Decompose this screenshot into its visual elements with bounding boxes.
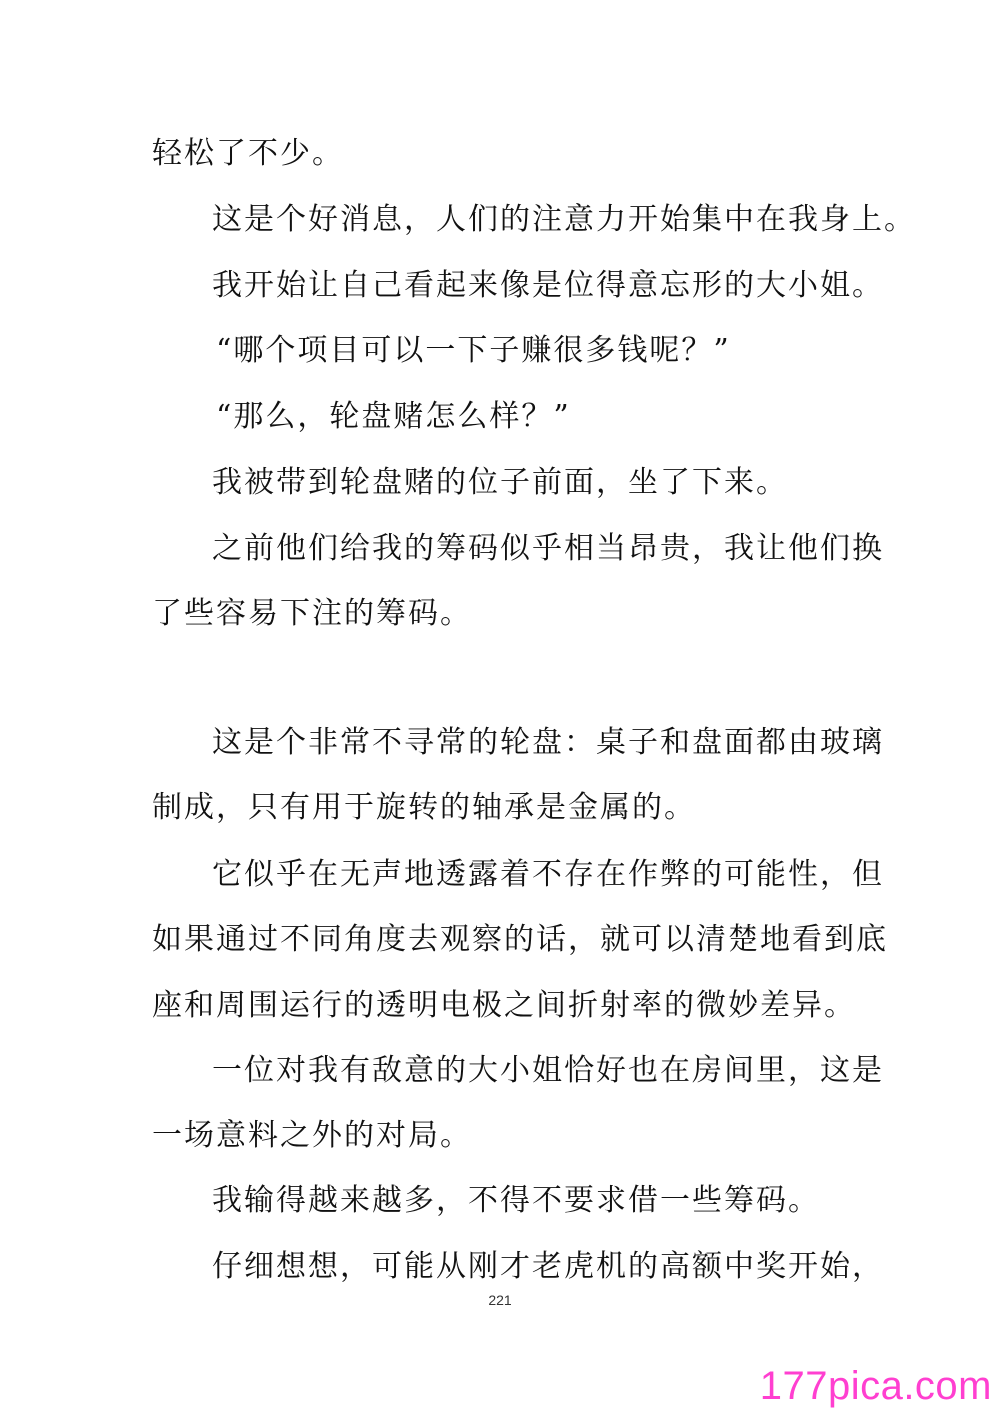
dialogue-line-1: “哪个项目可以一下子赚很多钱呢？”	[216, 333, 731, 368]
text-line-11: 座和周围运行的透明电极之间折射率的微妙差异。	[152, 988, 856, 1023]
text-line-8: 制成，只有用于旋转的轴承是金属的。	[152, 790, 696, 825]
text-line-14: 我输得越来越多，不得不要求借一些筹码。	[212, 1183, 820, 1218]
text-line-1: 轻松了不少。	[152, 136, 344, 171]
watermark: 177pica.com	[759, 1364, 992, 1408]
text-line-7: 这是个非常不寻常的轮盘：桌子和盘面都由玻璃	[212, 725, 884, 760]
text-line-9: 它似乎在无声地透露着不存在作弊的可能性，但	[212, 857, 884, 892]
text-line-6: 了些容易下注的筹码。	[152, 596, 472, 631]
dialogue-line-2: “那么，轮盘赌怎么样？”	[216, 399, 571, 434]
text-line-2: 这是个好消息，人们的注意力开始集中在我身上。	[212, 202, 916, 237]
text-line-3: 我开始让自己看起来像是位得意忘形的大小姐。	[212, 268, 884, 303]
text-line-4: 我被带到轮盘赌的位子前面，坐了下来。	[212, 465, 788, 500]
text-line-5: 之前他们给我的筹码似乎相当昂贵，我让他们换	[212, 531, 884, 566]
text-line-10: 如果通过不同角度去观察的话，就可以清楚地看到底	[152, 922, 888, 957]
text-line-12: 一位对我有敌意的大小姐恰好也在房间里，这是	[212, 1053, 884, 1088]
page-number: 221	[488, 1292, 512, 1308]
text-line-13: 一场意料之外的对局。	[152, 1118, 472, 1153]
text-line-15: 仔细想想，可能从刚才老虎机的高额中奖开始，	[212, 1249, 884, 1284]
